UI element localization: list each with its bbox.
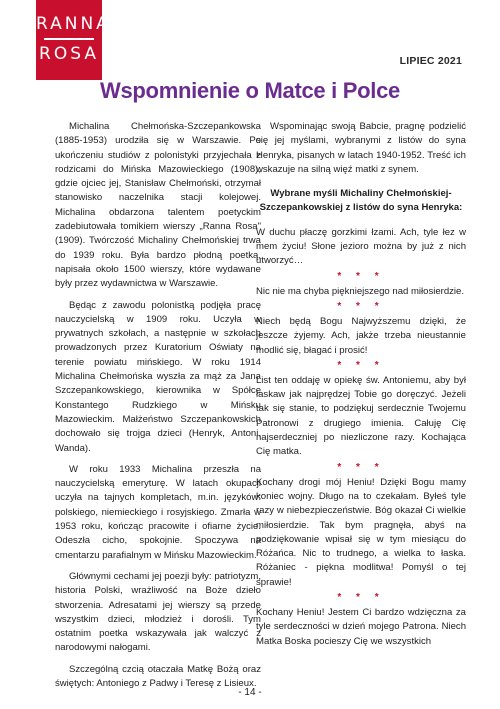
paragraph: Michalina Chełmońska-Szczepankowska (1885-1953) urodziła się w Warszawie. Po ukończeniu studiów z polonistyki przyjechała z rodzicami do Mińska Mazowieckiego (1908), gdzie ojciec jej, Stanisław Chełmoński, otrzymał stanowisko naczelnika stacji kolejowej. Michalina obdarzona talentem poetyckim zadebiutowała tomikiem wierszy „Ranna Rosa" (1909). Twórczość Michaliny Chełmońskiej trwa do 1939 roku. Była bardzo płodną poetką, napisała około 1500 wierszy, które wydawane były przez wydawnictwa w Warszawie. — [55, 121, 261, 290]
paragraph: Szczególną czcią otaczała Matkę Bożą oraz świętych: Antoniego z Padwy i Teresę z Lisieux. — [55, 663, 261, 689]
quotes-heading: Wybrane myśli Michaliny Chełmońskiej-Szczepankowskiej z listów do syna Henryka: — [259, 188, 463, 214]
page-number: - 14 - — [238, 687, 262, 698]
separator-stars: * * * — [337, 300, 385, 312]
separator-stars: * * * — [337, 461, 385, 473]
separator-stars: * * * — [337, 359, 385, 371]
right-column — [256, 120, 466, 649]
quote: Kochany Heniu! Jestem Ci bardzo wdzięczna za tyle serdeczności w dzień mojego Patrona. Niech Matka Boska pocieszy Cię we wszystkich — [256, 607, 466, 647]
intro-paragraph: Wspominając swoją Babcie, pragnę podzielić się jej myślami, wybranymi z listów do syna Henryka, pisanych w latach 1940-1952. Treść ich wskazuje na silną więź matki z synem. — [256, 121, 466, 175]
left-column — [55, 120, 261, 691]
paragraph: Będąc z zawodu polonistką podjęła pracę nauczycielską w 1909 roku. Uczyła w prywatnych szkołach, a następnie w szkołach prowadzonych przez Kuratorium Oświaty na terenie powiatu mińskiego. W roku 1914 Michalina Chełmońska wyszła za mąż za Jana Szczepankowskiego, kierownika w Spółce Konstantego Rudzkiego w Mińsku Mazowieckim. Małżeństwo Szczepankowskich dochowało się trojga dzieci (Henryk, Antoni, Wanda). — [55, 299, 261, 454]
article-title: Wspomnienie o Matce i Polce — [100, 78, 400, 103]
separator-stars: * * * — [337, 270, 385, 282]
paragraph: W roku 1933 Michalina przeszła na nauczycielską emeryturę. W latach okupacji uczyła na tajnych kompletach, m.in. języków: polskiego, niemieckiego i rosyjskiego. Zmarła w 1953 roku, kończąc pracowite i ofiarne życie. Odeszła cicho, spokojnie. Spoczywa na cmentarzu parafialnym w Mińsku Mazowieckim. — [55, 463, 261, 561]
paragraph: Głównymi cechami jej poezji były: patriotyzm, historia Polski, wrażliwość na Boże dzieło stworzenia. Adresatami jej wierszy są przede wszystkim dzieci, młodzież i dorośli. Tym ostatnim poetka wskazywała jak walczyć z narodowymi nałogami. — [55, 570, 261, 654]
ranna-rosa-logo — [36, 0, 111, 80]
logo-line-1: RANNA — [36, 14, 111, 34]
quote: W duchu płaczę gorzkimi łzami. Ach, tyle łez w mem życiu! Słone jezioro można by już z nich utworzyć… — [256, 226, 466, 267]
quote: List ten oddaję w opiekę św. Antoniemu, aby był łaskaw jak najprędzej Tobie go doręczyć. Jeżeli tak się stanie, to podziękuj serdecznie Twojemu Patronowi z drugiego imienia. Całuję Cię najserdeczniej po niezliczone razy. Kochająca Cię matka. — [256, 374, 466, 458]
logo-line-2: ROSA — [39, 44, 99, 64]
issue-date: LIPIEC 2021 — [399, 55, 462, 67]
separator-stars: * * * — [337, 592, 385, 604]
quote: Niech będą Bogu Najwyższemu dzięki, że jeszcze żyjemy. Ach, jakże trzeba nieustannie modlić się, błagać i prosić! — [256, 315, 466, 356]
quote: Nic nie ma chyba piękniejszego nad miłosierdzie. — [256, 285, 465, 297]
logo-divider — [44, 38, 94, 40]
quote: Kochany drogi mój Heniu! Dzięki Bogu mamy koniec wojny. Długo na to czekałam. Byłeś tyle razy w niebezpieczeństwie. Bóg okazał Ci wielkie miłosierdzie. Tak bym pragnęła, abyś na podziękowanie wpisał się w tym miesiącu do Różańca. Nic to trudnego, a wielka to łaska. Różaniec - piękna modlitwa! Pomyśl o tej sprawie! — [256, 476, 466, 588]
